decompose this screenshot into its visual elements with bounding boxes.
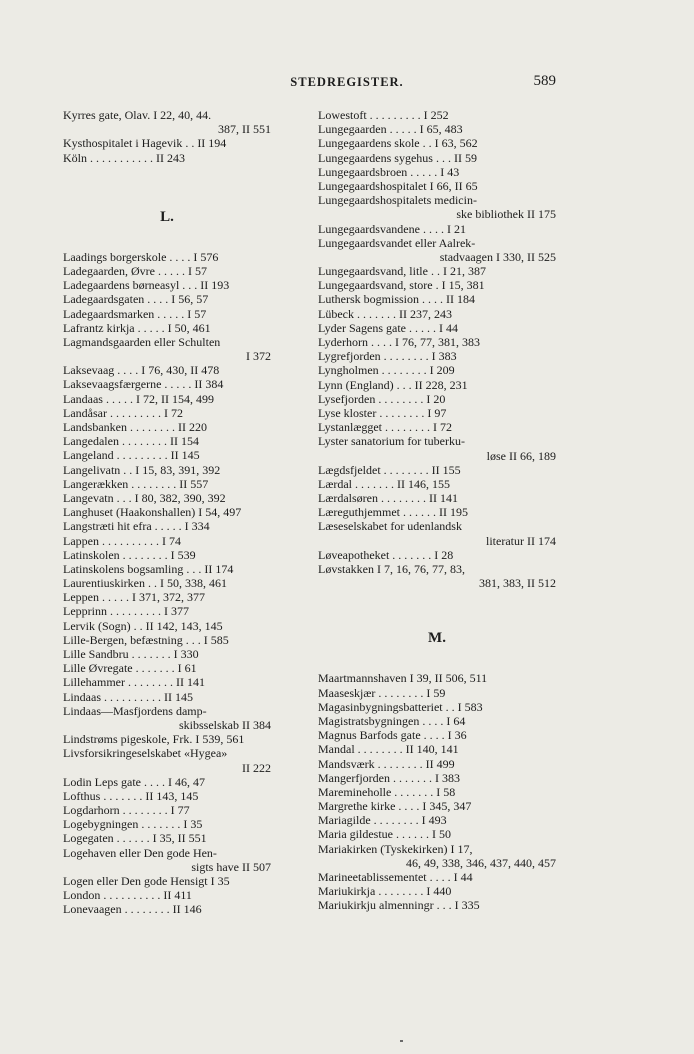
index-entry-continuation: 381, 383, II 512 — [479, 576, 556, 591]
index-entry-line: Ladegaardsmarken . . . . . I 57 — [63, 306, 207, 321]
index-entry — [318, 771, 556, 785]
index-entry-line: Lungegaardsvand, store . I 15, 381 — [318, 278, 485, 293]
index-entry — [318, 108, 556, 122]
index-entry — [318, 222, 556, 236]
index-entry-line: Lappen . . . . . . . . . . I 74 — [63, 533, 181, 548]
index-entry — [318, 477, 556, 491]
index-entry — [63, 477, 271, 491]
index-entry — [63, 690, 271, 704]
index-entry — [63, 789, 271, 803]
index-entry — [318, 898, 556, 912]
index-entry-line: Landaas . . . . . I 72, II 154, 499 — [63, 391, 214, 406]
index-entry-line: Lowestoft . . . . . . . . . I 252 — [318, 108, 449, 122]
right-entries — [318, 671, 556, 912]
index-entry-continuation: 46, 49, 338, 346, 437, 440, 457 — [406, 855, 556, 870]
index-entry-line: Løveapotheket . . . . . . . I 28 — [318, 547, 454, 562]
index-entry — [63, 831, 271, 845]
index-entry — [63, 377, 271, 391]
index-entry — [63, 491, 271, 505]
index-entry-line: Marineetablissementet . . . . I 44 — [318, 870, 473, 884]
index-entry — [63, 775, 271, 789]
index-entry — [318, 122, 556, 136]
index-entry-line: Lyngholmen . . . . . . . . I 209 — [318, 363, 455, 378]
index-entry — [318, 548, 556, 562]
index-entry — [63, 406, 271, 420]
index-entry — [63, 817, 271, 831]
index-entry — [318, 321, 556, 335]
index-entry — [63, 562, 271, 576]
index-entry — [63, 590, 271, 604]
index-entry — [63, 434, 271, 448]
index-entry-line: Lungegaardshospitalet I 66, II 65 — [318, 178, 478, 193]
index-entry-line: Logen eller Den gode Hensigt I 35 — [63, 874, 230, 888]
index-entry-line: Kyrres gate, Olav. I 22, 40, 44. — [63, 108, 212, 122]
index-entry — [318, 236, 556, 264]
index-entry — [318, 378, 556, 392]
index-entry-line: Logegaten . . . . . . I 35, II 551 — [63, 831, 207, 846]
index-entry — [318, 785, 556, 799]
index-entry — [318, 349, 556, 363]
index-entry — [318, 700, 556, 714]
index-entry-line: Læreguthjemmet . . . . . . II 195 — [318, 505, 468, 520]
section-letter-l: L. — [160, 208, 174, 225]
index-entry-continuation: stadvaagen I 330, II 525 — [439, 249, 556, 264]
index-entry — [318, 264, 556, 278]
index-entry — [318, 827, 556, 841]
index-entry — [318, 491, 556, 505]
index-entry-line: Lungegaardens sygehus . . . II 59 — [318, 150, 477, 165]
index-entry-line: Maremineholle . . . . . . . I 58 — [318, 784, 456, 799]
index-entry-line: Magasinbygningsbatteriet . . I 583 — [318, 699, 483, 714]
index-entry-line: Livsforsikringeselskabet «Hygea» — [63, 746, 228, 761]
index-entry-line: Lægdsfjeldet . . . . . . . . II 155 — [318, 462, 461, 477]
index-entry-line: Lyderhorn . . . . I 76, 77, 381, 383 — [318, 335, 480, 349]
index-entry-line: Lungegaardsvand, litle . . I 21, 387 — [318, 264, 486, 279]
index-entry-line: Lungegaarden . . . . . I 65, 483 — [318, 122, 463, 137]
index-entry — [318, 671, 556, 685]
index-entry-line: Lindstrøms pigeskole, Frk. I 539, 561 — [63, 732, 245, 747]
index-entry — [318, 728, 556, 742]
spacer — [318, 590, 556, 626]
index-entry-line: Lystanlægget . . . . . . . . I 72 — [318, 420, 452, 435]
index-entry-continuation: sigts have II 507 — [191, 859, 271, 874]
page-number: 589 — [533, 73, 556, 89]
index-entry-line: Lungegaardens skole . . I 63, 562 — [318, 136, 478, 151]
index-entry-line: Mandsværk . . . . . . . . II 499 — [318, 756, 455, 771]
index-entry — [63, 576, 271, 590]
index-entry-line: Langstræti hit efra . . . . . I 334 — [63, 519, 210, 534]
index-entry-line: Lille-Bergen, befæstning . . . I 585 — [63, 632, 229, 647]
index-entry — [318, 363, 556, 377]
index-entry-line: Lafrantz kirkja . . . . . I 50, 461 — [63, 320, 211, 335]
index-entry-line: Mangerfjorden . . . . . . . I 383 — [318, 770, 460, 785]
index-entry — [318, 420, 556, 434]
index-entry-line: Læseselskabet for udenlandsk — [318, 519, 462, 534]
index-entry-line: Lübeck . . . . . . . II 237, 243 — [318, 306, 452, 321]
index-entry-continuation: skibsselskab II 384 — [179, 717, 271, 732]
index-entry-line: Ladegaarden, Øvre . . . . . I 57 — [63, 263, 207, 278]
index-entry-line: Logebygningen . . . . . . . I 35 — [63, 817, 203, 832]
index-entry-line: Laurentiuskirken . . I 50, 338, 461 — [63, 576, 227, 591]
index-entry-line: Lungegaardsvandene . . . . I 21 — [318, 221, 466, 236]
index-entry-line: Lillehammer . . . . . . . . II 141 — [63, 675, 205, 690]
index-entry — [318, 799, 556, 813]
page-title: STEDREGISTER. — [290, 75, 404, 89]
index-entry — [63, 278, 271, 292]
index-entry — [63, 888, 271, 902]
index-entry-line: Lyster sanatorium for tuberku- — [318, 434, 465, 449]
index-entry — [63, 392, 271, 406]
index-entry — [318, 519, 556, 547]
index-entry — [63, 732, 271, 746]
index-entry-line: Lynn (England) . . . II 228, 231 — [318, 377, 468, 392]
index-entry — [63, 548, 271, 562]
index-entry-line: Lungegaardsvandet eller Aalrek- — [318, 235, 476, 250]
index-entry-line: Ladegaardsgaten . . . . I 56, 57 — [63, 292, 209, 307]
spacer — [63, 165, 271, 205]
index-entry — [63, 321, 271, 335]
index-entry-line: London . . . . . . . . . . II 411 — [63, 888, 192, 903]
index-entry-line: Lofthus . . . . . . . II 143, 145 — [63, 788, 199, 803]
index-entry — [63, 505, 271, 519]
index-entry — [318, 742, 556, 756]
index-entry — [318, 179, 556, 193]
index-entry-line: Landåsar . . . . . . . . . I 72 — [63, 405, 183, 420]
spacer — [63, 229, 271, 250]
index-entry — [63, 264, 271, 278]
left-top-entries — [63, 108, 271, 165]
index-entry — [63, 448, 271, 462]
index-entry — [63, 746, 271, 774]
index-entry-line: Kysthospitalet i Hagevik . . II 194 — [63, 136, 227, 151]
index-entry — [318, 136, 556, 150]
index-entry — [63, 250, 271, 264]
index-entry — [63, 420, 271, 434]
index-entry-line: Lyse kloster . . . . . . . . I 97 — [318, 405, 447, 420]
index-entry — [63, 902, 271, 916]
index-entry — [63, 108, 271, 136]
index-entry — [63, 704, 271, 732]
index-entry — [318, 842, 556, 870]
index-entry-line: Landsbanken . . . . . . . . II 220 — [63, 420, 207, 434]
right-top-entries — [318, 108, 556, 590]
index-entry-line: Lervik (Sogn) . . II 142, 143, 145 — [63, 618, 223, 633]
index-entry-line: Lindaas—Masfjordens damp- — [63, 703, 207, 718]
index-entry-line: Lygrefjorden . . . . . . . . I 383 — [318, 349, 457, 364]
index-entry-line: Lungegaardsbroen . . . . . I 43 — [318, 164, 460, 179]
index-entry-line: Lærdal . . . . . . . II 146, 155 — [318, 476, 450, 491]
index-entry — [63, 846, 271, 874]
index-entry-line: Magnus Barfods gate . . . . I 36 — [318, 728, 467, 743]
index-entry — [318, 278, 556, 292]
index-entry-line: Langeland . . . . . . . . . II 145 — [63, 448, 200, 463]
index-entry-line: Ladegaardens børneasyl . . . II 193 — [63, 278, 230, 293]
index-entry-line: Mariakirken (Tyskekirken) I 17, — [318, 841, 473, 856]
index-entry-line: Leppen . . . . . I 371, 372, 377 — [63, 590, 205, 605]
index-entry — [318, 406, 556, 420]
index-entry — [63, 292, 271, 306]
index-entry — [318, 870, 556, 884]
index-entry — [63, 335, 271, 363]
index-entry-line: Langerækken . . . . . . . . II 557 — [63, 476, 209, 491]
index-entry — [318, 307, 556, 321]
index-entry — [63, 136, 271, 150]
index-entry — [63, 661, 271, 675]
index-entry-continuation: ske bibliothek II 175 — [456, 207, 556, 222]
index-entry-line: Maartmannshaven I 39, II 506, 511 — [318, 671, 488, 686]
index-entry-continuation: literatur II 174 — [486, 533, 556, 548]
index-entry-line: Mariukirkju almenningr . . . I 335 — [318, 898, 480, 913]
index-entry-line: Langelivatn . . I 15, 83, 391, 392 — [63, 462, 221, 477]
index-entry — [318, 193, 556, 221]
index-entry — [63, 604, 271, 618]
index-entry — [63, 534, 271, 548]
index-entry-line: Mariagilde . . . . . . . . I 493 — [318, 813, 447, 828]
index-entry-line: Logdarhorn . . . . . . . . I 77 — [63, 803, 190, 818]
index-entry-line: Laksevaagsfærgerne . . . . . II 384 — [63, 377, 224, 392]
index-entry — [63, 647, 271, 661]
index-entry — [63, 803, 271, 817]
index-entry-line: Lonevaagen . . . . . . . . II 146 — [63, 902, 202, 917]
index-entry — [63, 874, 271, 888]
index-entry — [318, 165, 556, 179]
index-entry-line: Langedalen . . . . . . . . II 154 — [63, 434, 199, 449]
index-entry — [318, 392, 556, 406]
index-entry-line: Lille Sandbru . . . . . . . I 330 — [63, 647, 199, 661]
index-entry — [318, 505, 556, 519]
index-entry-line: Lodin Leps gate . . . . I 46, 47 — [63, 774, 205, 789]
index-entry — [63, 307, 271, 321]
index-entry-line: Lepprinn . . . . . . . . . I 377 — [63, 604, 189, 619]
index-entry — [63, 463, 271, 477]
index-entry-line: Laksevaag . . . . I 76, 430, II 478 — [63, 363, 220, 378]
index-entry — [63, 633, 271, 647]
index-entry — [318, 714, 556, 728]
index-entry-line: Logehaven eller Den gode Hen- — [63, 845, 217, 860]
index-entry-line: Langevatn . . . I 80, 382, 390, 392 — [63, 490, 226, 505]
spacer — [318, 650, 556, 671]
index-entry — [318, 813, 556, 827]
section-letter-m: M. — [428, 630, 446, 647]
index-entry-line: Maria gildestue . . . . . . I 50 — [318, 827, 451, 842]
index-entry-line: Lyder Sagens gate . . . . . I 44 — [318, 320, 458, 335]
index-entry — [318, 151, 556, 165]
index-entry-line: Laadings borgerskole . . . . I 576 — [63, 249, 219, 264]
left-entries — [63, 250, 271, 917]
index-entry-line: Lungegaardshospitalets medicin- — [318, 193, 477, 208]
right-column — [318, 108, 556, 913]
index-entry-line: Latinskolen . . . . . . . . I 539 — [63, 547, 196, 562]
index-entry — [63, 619, 271, 633]
index-entry-line: Lagmandsgaarden eller Schulten — [63, 334, 221, 349]
index-entry-continuation: løse II 66, 189 — [486, 448, 556, 463]
index-entry-line: Lindaas . . . . . . . . . . II 145 — [63, 689, 193, 704]
index-entry-line: Latinskolens bogsamling . . . II 174 — [63, 561, 234, 576]
index-entry — [63, 675, 271, 689]
index-entry — [318, 686, 556, 700]
index-entry — [318, 757, 556, 771]
index-entry-continuation: 387, II 551 — [218, 122, 271, 137]
index-entry-line: Lysefjorden . . . . . . . . I 20 — [318, 391, 446, 406]
index-entry-line: Magistratsbygningen . . . . I 64 — [318, 713, 466, 728]
index-entry-line: Løvstakken I 7, 16, 76, 77, 83, — [318, 562, 465, 576]
index-entry — [318, 463, 556, 477]
index-entry — [63, 151, 271, 165]
index-entry-line: Mandal . . . . . . . . II 140, 141 — [318, 742, 459, 757]
index-entry-line: Margrethe kirke . . . . I 345, 347 — [318, 799, 472, 814]
index-entry-continuation: I 372 — [246, 349, 271, 364]
index-entry-line: Köln . . . . . . . . . . . II 243 — [63, 150, 185, 165]
index-entry-continuation: II 222 — [242, 760, 271, 775]
index-entry — [318, 292, 556, 306]
index-entry — [318, 335, 556, 349]
index-entry — [63, 363, 271, 377]
index-entry-line: Lille Øvregate . . . . . . . I 61 — [63, 661, 197, 676]
index-entry-line: Lærdalsøren . . . . . . . . II 141 — [318, 491, 458, 506]
index-entry-line: Langhuset (Haakonshallen) I 54, 497 — [63, 505, 242, 520]
index-entry-line: Luthersk bogmission . . . . II 184 — [318, 292, 475, 307]
index-entry — [318, 562, 556, 590]
index-entry — [318, 434, 556, 462]
left-column — [63, 108, 271, 917]
index-entry — [63, 519, 271, 533]
index-entry-line: Maaseskjær . . . . . . . . I 59 — [318, 685, 446, 700]
index-entry — [318, 884, 556, 898]
print-speck — [400, 1040, 403, 1042]
index-entry-line: Mariukirkja . . . . . . . . I 440 — [318, 884, 452, 899]
